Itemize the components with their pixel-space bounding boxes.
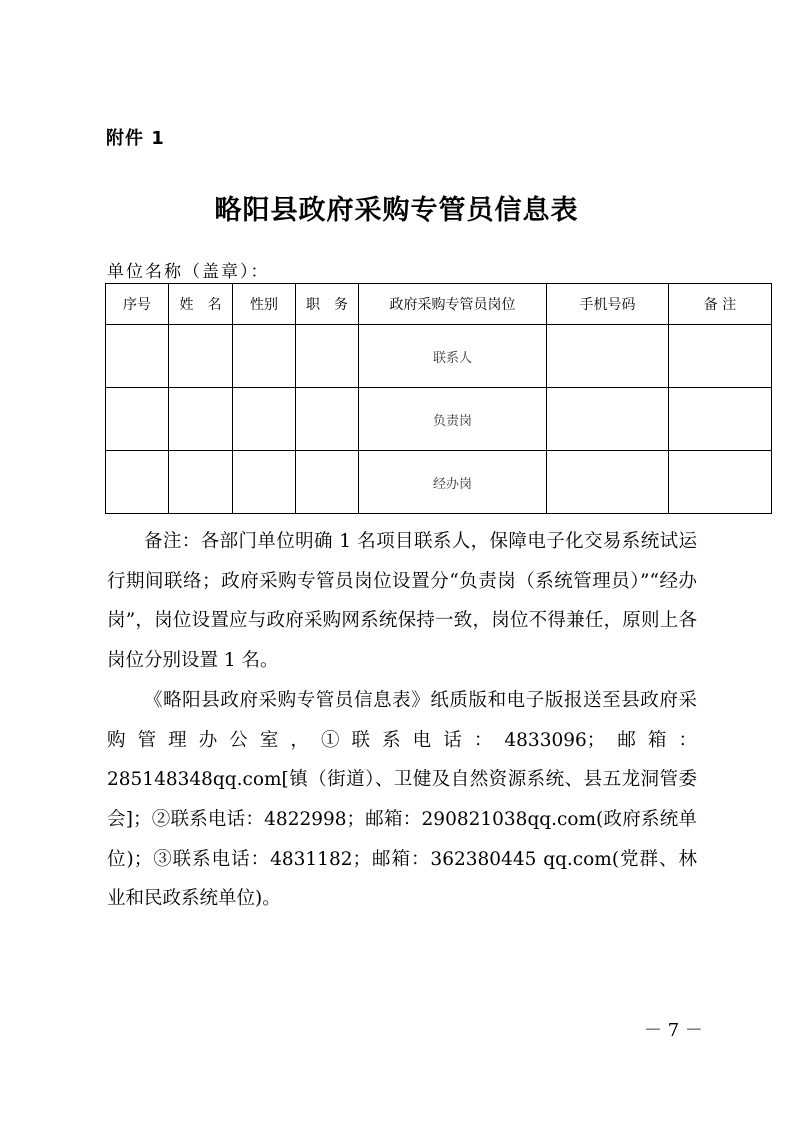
table-header-row [106, 284, 772, 325]
header-name: 姓 名 [169, 284, 233, 325]
table-row [106, 325, 772, 388]
header-post: 政府采购专管员岗位 [359, 284, 547, 325]
cell-gender [233, 451, 296, 514]
cell-post: 经办岗 [359, 451, 547, 514]
page-number: － 7 － [644, 1020, 703, 1041]
cell-gender [233, 325, 296, 388]
note-paragraph-remark: 备注：各部门单位明确 1 名项目联系人，保障电子化交易系统试运行期间联络；政府采购专管员岗位设置分“负责岗（系统管理员）”“经办岗”，岗位设置应与政府采购网系统保持一致，岗位不得兼任，原则上各岗位分别设置 1 名。 [107, 531, 697, 672]
table-row [106, 451, 772, 514]
cell-position [296, 388, 359, 451]
cell-phone [547, 451, 669, 514]
cell-post: 负责岗 [359, 388, 547, 451]
cell-position [296, 451, 359, 514]
cell-phone [547, 388, 669, 451]
notes-section [107, 522, 697, 919]
cell-name [169, 451, 233, 514]
unit-name-label: 单位名称（盖章）： [107, 262, 270, 282]
cell-index [106, 388, 169, 451]
header-index: 序号 [106, 284, 169, 325]
cell-remark [669, 388, 772, 451]
cell-index [106, 325, 169, 388]
header-position: 职 务 [296, 284, 359, 325]
header-remark: 备 注 [669, 284, 772, 325]
cell-position [296, 325, 359, 388]
note-paragraph-submission: 《略阳县政府采购专管员信息表》纸质版和电子版报送至县政府采购管理办公室，①联系电话：4833096；邮箱：285148348qq.com[镇（街道）、卫健及自然资源系统、县五龙洞管委会]；②联系电话：4822998；邮箱：290821038qq.com(政府系统单位)；③联系电话：4831182；邮箱：362380445 qq.com(党群、林业和民政系统单位)。 [107, 689, 697, 910]
header-phone: 手机号码 [547, 284, 669, 325]
cell-remark [669, 325, 772, 388]
info-table [105, 283, 772, 514]
table-row [106, 388, 772, 451]
cell-phone [547, 325, 669, 388]
page-title: 略阳县政府采购专管员信息表 [214, 195, 579, 226]
cell-name [169, 325, 233, 388]
attachment-label: 附件 1 [106, 128, 165, 149]
cell-index [106, 451, 169, 514]
cell-name [169, 388, 233, 451]
cell-gender [233, 388, 296, 451]
cell-remark [669, 451, 772, 514]
cell-post: 联系人 [359, 325, 547, 388]
header-gender: 性别 [233, 284, 296, 325]
